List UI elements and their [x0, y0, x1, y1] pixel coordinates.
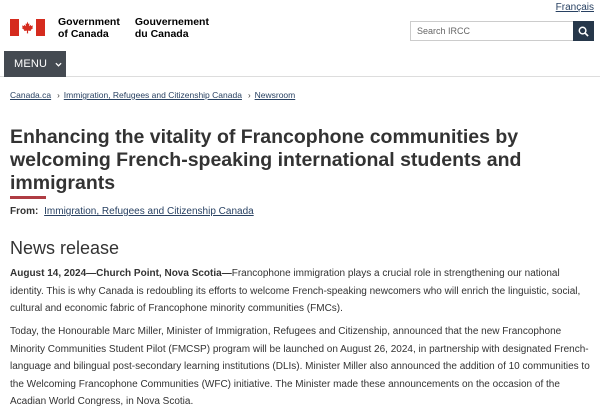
government-of-canada-text: Government of Canada — [58, 16, 120, 40]
menu-button[interactable] — [4, 51, 66, 77]
chevron-right-icon: › — [57, 90, 60, 100]
paragraph-1-body: Francophone immigration plays a crucial role in strengthening our national identity. This is why Canada is redoubling its efforts to welcome French-speaking newcomers who will enrich the linguistic, social, cultural and economic fabric of Francophone minority communities (FMCs). — [10, 268, 581, 314]
article-paragraph: Today, the Honourable Marc Miller, Minister of Immigration, Refugees and Citizenship, announced that the new Francophone Minority Communities Student Pilot (FMCSP) program will be launched on August 26, 2024, in partnership with designated French-language and bilingual post-secondary learning institutions (DLIs). Minister Miller also announced the addition of 10 communities to the Welcoming Francophone Communities (WFC) initiative. The Minister made these announcements on the occasion of the Acadian World Congress, in Nova Scotia. — [10, 326, 590, 407]
search-button[interactable] — [573, 21, 594, 41]
breadcrumb — [10, 90, 295, 100]
dateline: August 14, 2024—Church Point, Nova Scotia— — [10, 268, 232, 279]
from-line — [10, 206, 254, 217]
chevron-right-icon: › — [247, 90, 251, 100]
from-department-link[interactable]: Immigration, Refugees and Citizenship Canada — [44, 206, 254, 217]
menu-label: MENU — [14, 58, 48, 70]
search-input[interactable] — [410, 21, 573, 41]
government-wordmark[interactable] — [10, 17, 209, 40]
chevron-down-icon — [55, 58, 62, 70]
breadcrumb-canada-link[interactable]: Canada.ca — [10, 90, 52, 100]
breadcrumb-newsroom-link[interactable]: Newsroom — [254, 90, 296, 100]
language-toggle-link[interactable]: Français — [555, 2, 594, 13]
page-title: Enhancing the vitality of Francophone communities by welcoming French-speaking international students and immigrants — [10, 126, 522, 194]
gouvernement-du-canada-text: Gouvernement du Canada — [134, 16, 209, 40]
title-underline-rule — [10, 196, 46, 199]
site-header — [10, 14, 594, 44]
news-release-heading: News release — [10, 238, 120, 258]
search-icon — [578, 26, 589, 37]
article-paragraph — [10, 265, 596, 318]
from-label: From: — [10, 206, 39, 217]
breadcrumb-ircc-link[interactable]: Immigration, Refugees and Citizenship Canada — [63, 90, 242, 100]
main-menu-bar — [0, 51, 600, 77]
search-form — [410, 21, 594, 41]
canada-flag-icon — [10, 19, 45, 36]
